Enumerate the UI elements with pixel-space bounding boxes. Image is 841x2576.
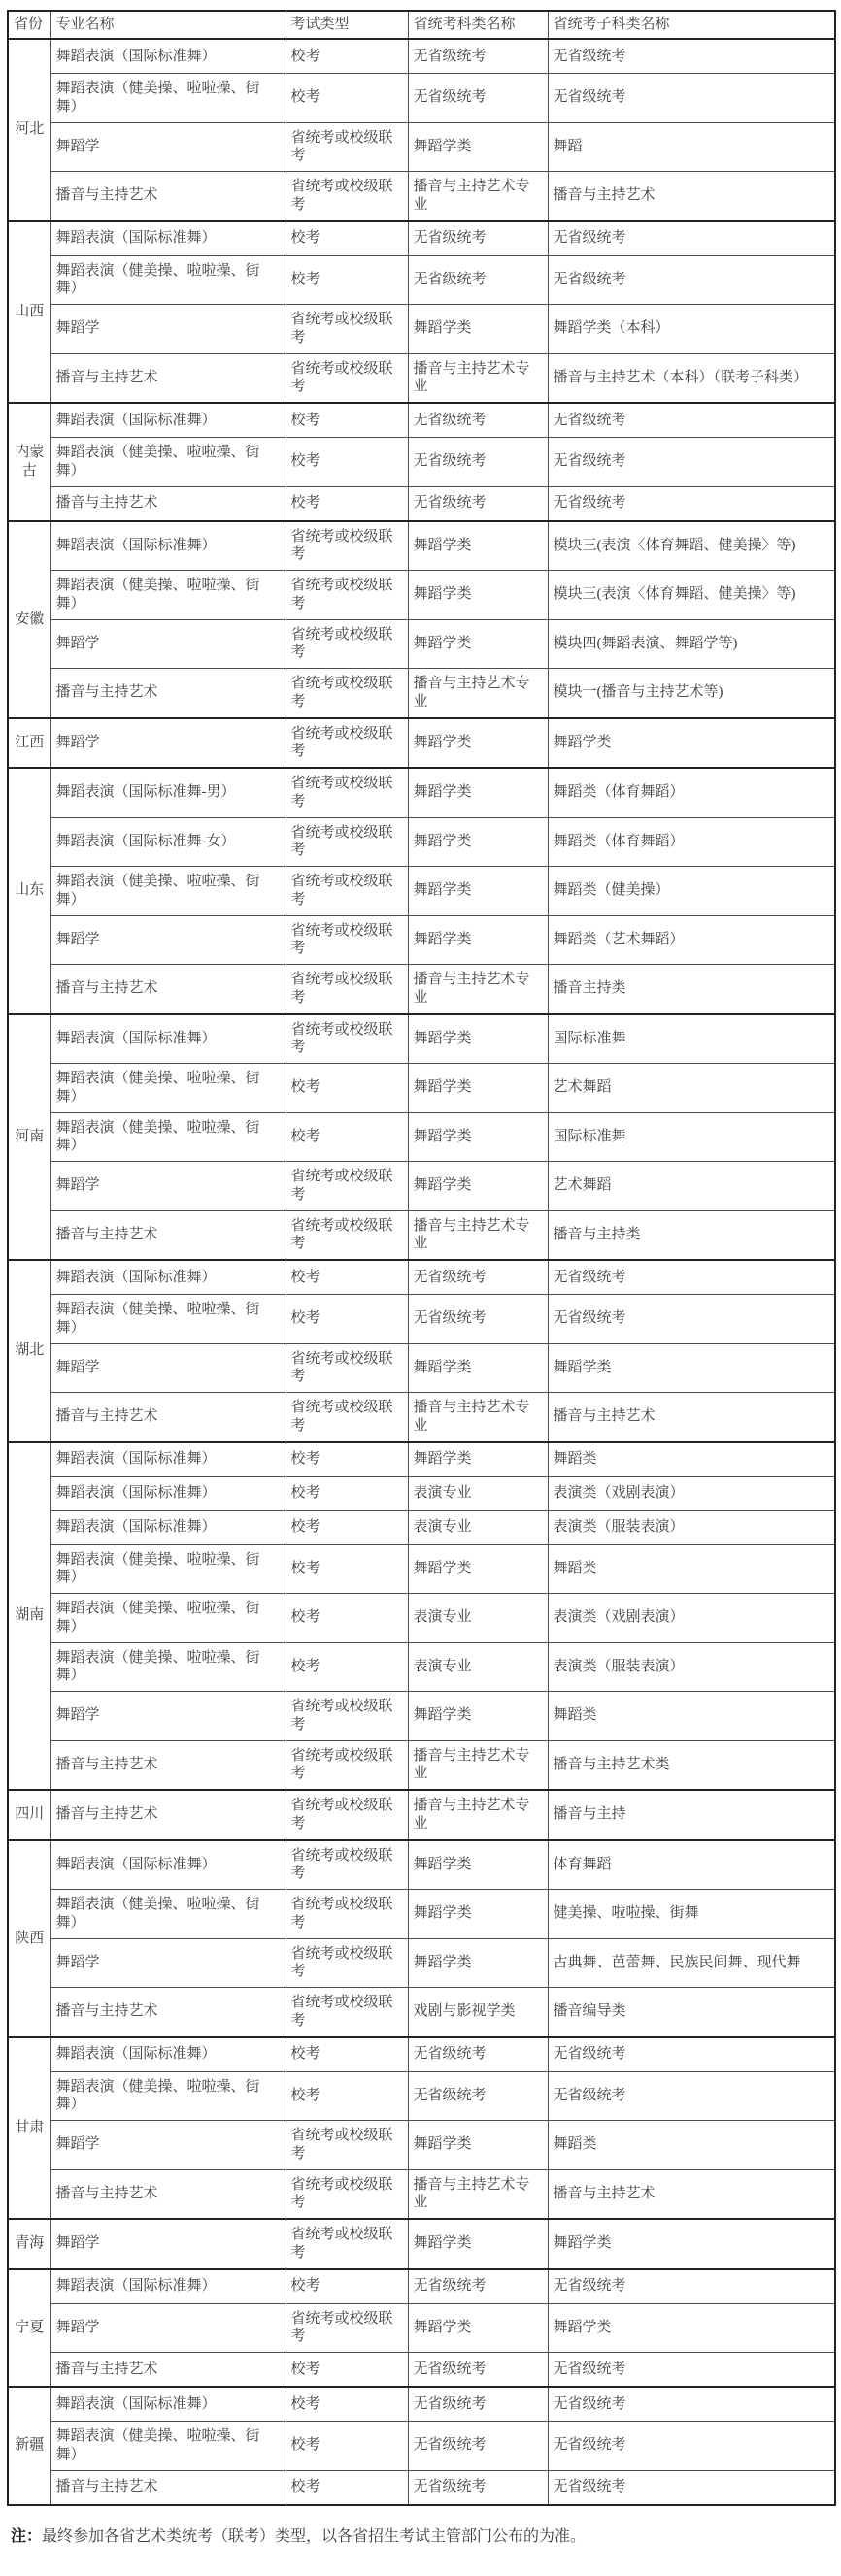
subcategory-cell: 舞蹈类	[548, 1544, 835, 1594]
exam-type-cell: 省统考或校级联考	[286, 1840, 408, 1890]
subcategory-cell: 舞蹈学类	[548, 2219, 835, 2269]
table-row	[8, 1442, 835, 1477]
table-row	[8, 2219, 835, 2269]
exam-type-cell: 省统考或校级联考	[286, 915, 408, 965]
exam-type-cell: 校考	[286, 1594, 408, 1643]
subcategory-cell: 播音编导类	[548, 1988, 835, 2037]
table-row	[8, 1162, 835, 1211]
exam-type-cell: 省统考或校级联考	[286, 122, 408, 172]
subcategory-cell: 无省级统考	[548, 1260, 835, 1295]
category-cell: 播音与主持艺术专业	[408, 2169, 548, 2219]
subcategory-cell: 舞蹈学类	[548, 718, 835, 769]
subcategory-cell: 播音与主持类	[548, 1210, 835, 1260]
table-row	[8, 571, 835, 620]
category-cell: 无省级统考	[408, 486, 548, 521]
exam-type-cell: 省统考或校级联考	[286, 571, 408, 620]
exam-type-cell: 省统考或校级联考	[286, 2219, 408, 2269]
subcategory-cell: 无省级统考	[548, 39, 835, 74]
category-cell: 舞蹈学类	[408, 122, 548, 172]
table-row	[8, 1064, 835, 1113]
province-cell: 山东	[8, 768, 50, 1014]
category-cell: 舞蹈学类	[408, 867, 548, 916]
category-cell: 舞蹈学类	[408, 1162, 548, 1211]
table-row	[8, 2422, 835, 2471]
major-cell: 舞蹈表演（国际标准舞-男）	[50, 768, 286, 817]
table-row	[8, 1476, 835, 1510]
subcategory-cell: 国际标准舞	[548, 1112, 835, 1162]
province-cell: 陕西	[8, 1840, 50, 2037]
exam-type-cell: 校考	[286, 403, 408, 438]
category-cell: 舞蹈学类	[408, 2303, 548, 2353]
column-header-subcategory: 省统考子科类名称	[548, 11, 835, 39]
footnote-text: 最终参加各省艺术类统考（联考）类型，以各省招生考试主管部门公布的为准。	[42, 2527, 587, 2545]
major-cell: 舞蹈学	[50, 122, 286, 172]
category-cell: 无省级统考	[408, 2422, 548, 2471]
subcategory-cell: 播音与主持艺术	[548, 172, 835, 221]
column-header-province: 省份	[8, 11, 50, 39]
major-cell: 舞蹈表演（国际标准舞）	[50, 1840, 286, 1890]
major-cell: 舞蹈表演（国际标准舞）	[50, 403, 286, 438]
major-cell: 播音与主持艺术	[50, 965, 286, 1014]
table-row	[8, 39, 835, 74]
major-cell: 播音与主持艺术	[50, 1740, 286, 1790]
major-cell: 舞蹈学	[50, 2219, 286, 2269]
category-cell: 舞蹈学类	[408, 1692, 548, 1741]
major-cell: 播音与主持艺术	[50, 2353, 286, 2388]
major-cell: 舞蹈学	[50, 718, 286, 769]
category-cell: 播音与主持艺术专业	[408, 1393, 548, 1442]
major-cell: 舞蹈表演（健美操、啦啦操、街舞）	[50, 571, 286, 620]
footnote-label: 注：	[11, 2527, 43, 2545]
category-cell: 舞蹈学类	[408, 1938, 548, 1988]
exam-type-cell: 校考	[286, 39, 408, 74]
exam-type-cell: 省统考或校级联考	[286, 768, 408, 817]
category-cell: 无省级统考	[408, 2037, 548, 2072]
category-cell: 舞蹈学类	[408, 305, 548, 354]
exam-type-cell: 校考	[286, 1295, 408, 1344]
subcategory-cell: 舞蹈	[548, 122, 835, 172]
major-cell: 舞蹈表演（健美操、啦啦操、街舞）	[50, 1295, 286, 1344]
major-cell: 舞蹈学	[50, 619, 286, 669]
table-row	[8, 2071, 835, 2121]
table-row	[8, 2169, 835, 2219]
exam-type-cell: 省统考或校级联考	[286, 2303, 408, 2353]
table-row	[8, 221, 835, 256]
province-cell: 宁夏	[8, 2269, 50, 2388]
exam-type-cell: 省统考或校级联考	[286, 1692, 408, 1741]
subcategory-cell: 无省级统考	[548, 2470, 835, 2505]
table-row	[8, 1295, 835, 1344]
major-cell: 舞蹈表演（健美操、啦啦操、街舞）	[50, 1594, 286, 1643]
category-cell: 无省级统考	[408, 2269, 548, 2304]
province-cell: 甘肃	[8, 2037, 50, 2220]
subcategory-cell: 舞蹈学类	[548, 2303, 835, 2353]
table-row	[8, 255, 835, 305]
subcategory-cell: 舞蹈学类（本科）	[548, 305, 835, 354]
exam-type-cell: 省统考或校级联考	[286, 965, 408, 1014]
subcategory-cell: 国际标准舞	[548, 1014, 835, 1064]
subcategory-cell: 舞蹈类（体育舞蹈）	[548, 768, 835, 817]
header-row	[8, 11, 835, 39]
major-cell: 舞蹈表演（国际标准舞）	[50, 2037, 286, 2072]
major-cell: 舞蹈表演（国际标准舞）	[50, 1442, 286, 1477]
major-cell: 播音与主持艺术	[50, 1790, 286, 1840]
subcategory-cell: 艺术舞蹈	[548, 1162, 835, 1211]
table-row	[8, 2387, 835, 2422]
major-cell: 播音与主持艺术	[50, 2169, 286, 2219]
table-row	[8, 1594, 835, 1643]
exam-type-cell: 省统考或校级联考	[286, 1790, 408, 1840]
exam-type-cell: 校考	[286, 221, 408, 256]
exam-type-cell: 校考	[286, 2387, 408, 2422]
exam-type-cell: 省统考或校级联考	[286, 1938, 408, 1988]
exam-type-cell: 校考	[286, 2422, 408, 2471]
major-cell: 舞蹈学	[50, 1162, 286, 1211]
major-cell: 舞蹈学	[50, 1938, 286, 1988]
category-cell: 舞蹈学类	[408, 1890, 548, 1939]
major-cell: 舞蹈学	[50, 1692, 286, 1741]
major-cell: 舞蹈表演（健美操、啦啦操、街舞）	[50, 867, 286, 916]
exam-type-cell: 校考	[286, 1510, 408, 1544]
category-cell: 无省级统考	[408, 2353, 548, 2388]
category-cell: 舞蹈学类	[408, 768, 548, 817]
exam-type-cell: 省统考或校级联考	[286, 2169, 408, 2219]
subcategory-cell: 无省级统考	[548, 1295, 835, 1344]
category-cell: 无省级统考	[408, 74, 548, 123]
subcategory-cell: 健美操、啦啦操、街舞	[548, 1890, 835, 1939]
table-row	[8, 817, 835, 867]
table-row	[8, 1343, 835, 1393]
category-cell: 表演专业	[408, 1642, 548, 1692]
category-cell: 舞蹈学类	[408, 1064, 548, 1113]
column-header-major: 专业名称	[50, 11, 286, 39]
subcategory-cell: 模块三(表演〈体育舞蹈、健美操〉等)	[548, 521, 835, 571]
subcategory-cell: 播音与主持艺术	[548, 1393, 835, 1442]
subcategory-cell: 无省级统考	[548, 403, 835, 438]
category-cell: 舞蹈学类	[408, 915, 548, 965]
subcategory-cell: 古典舞、芭蕾舞、民族民间舞、现代舞	[548, 1938, 835, 1988]
category-cell: 表演专业	[408, 1510, 548, 1544]
table-row	[8, 1112, 835, 1162]
major-cell: 舞蹈表演（健美操、啦啦操、街舞）	[50, 1642, 286, 1692]
category-cell: 播音与主持艺术专业	[408, 965, 548, 1014]
province-cell: 新疆	[8, 2387, 50, 2505]
category-cell: 无省级统考	[408, 39, 548, 74]
subcategory-cell: 模块四(舞蹈表演、舞蹈学等)	[548, 619, 835, 669]
footnote	[7, 2527, 834, 2548]
subcategory-cell: 舞蹈类	[548, 1442, 835, 1477]
exam-type-cell: 省统考或校级联考	[286, 718, 408, 769]
province-cell: 江西	[8, 718, 50, 769]
subcategory-cell: 体育舞蹈	[548, 1840, 835, 1890]
subcategory-cell: 播音与主持艺术	[548, 2169, 835, 2219]
exam-type-cell: 校考	[286, 2037, 408, 2072]
category-cell: 舞蹈学类	[408, 1442, 548, 1477]
subcategory-cell: 无省级统考	[548, 438, 835, 487]
table-row	[8, 1544, 835, 1594]
subcategory-cell: 表演类（戏剧表演）	[548, 1594, 835, 1643]
subcategory-cell: 播音与主持	[548, 1790, 835, 1840]
exam-type-cell: 校考	[286, 255, 408, 305]
table-row	[8, 1014, 835, 1064]
table-row	[8, 2269, 835, 2304]
exam-type-cell: 校考	[286, 1544, 408, 1594]
exam-type-cell: 省统考或校级联考	[286, 669, 408, 718]
exam-type-cell: 校考	[286, 438, 408, 487]
exam-type-cell: 省统考或校级联考	[286, 2121, 408, 2170]
table-row	[8, 2303, 835, 2353]
table-row	[8, 965, 835, 1014]
category-cell: 播音与主持艺术专业	[408, 1740, 548, 1790]
exam-type-cell: 省统考或校级联考	[286, 521, 408, 571]
table-row	[8, 1890, 835, 1939]
category-cell: 无省级统考	[408, 403, 548, 438]
major-cell: 播音与主持艺术	[50, 669, 286, 718]
exam-type-cell: 校考	[286, 1442, 408, 1477]
major-cell: 舞蹈学	[50, 305, 286, 354]
exam-type-cell: 省统考或校级联考	[286, 867, 408, 916]
subcategory-cell: 舞蹈类	[548, 1692, 835, 1741]
table-row	[8, 2037, 835, 2072]
exam-type-cell: 校考	[286, 2353, 408, 2388]
table-row	[8, 619, 835, 669]
subcategory-cell: 舞蹈类（体育舞蹈）	[548, 817, 835, 867]
table-row	[8, 1393, 835, 1442]
category-cell: 舞蹈学类	[408, 619, 548, 669]
category-cell: 戏剧与影视学类	[408, 1988, 548, 2037]
province-cell: 湖北	[8, 1260, 50, 1442]
category-cell: 舞蹈学类	[408, 571, 548, 620]
subcategory-cell: 表演类（服装表演）	[548, 1642, 835, 1692]
table-row	[8, 122, 835, 172]
table-row	[8, 353, 835, 403]
major-cell: 舞蹈表演（健美操、啦啦操、街舞）	[50, 74, 286, 123]
subcategory-cell: 播音主持类	[548, 965, 835, 1014]
subcategory-cell: 模块一(播音与主持艺术等)	[548, 669, 835, 718]
exam-type-cell: 校考	[286, 486, 408, 521]
major-cell: 播音与主持艺术	[50, 353, 286, 403]
major-cell: 舞蹈学	[50, 2121, 286, 2170]
province-cell: 内蒙古	[8, 403, 50, 521]
table-row	[8, 867, 835, 916]
table-row	[8, 172, 835, 221]
subcategory-cell: 舞蹈类（艺术舞蹈）	[548, 915, 835, 965]
exam-type-cell: 省统考或校级联考	[286, 1988, 408, 2037]
table-row	[8, 1740, 835, 1790]
table-row	[8, 1510, 835, 1544]
major-cell: 舞蹈学	[50, 1343, 286, 1393]
major-cell: 舞蹈表演（国际标准舞）	[50, 2387, 286, 2422]
table-row	[8, 1260, 835, 1295]
category-cell: 无省级统考	[408, 1260, 548, 1295]
subcategory-cell: 播音与主持艺术类	[548, 1740, 835, 1790]
exam-type-cell: 校考	[286, 1064, 408, 1113]
exam-type-cell: 省统考或校级联考	[286, 1162, 408, 1211]
table-row	[8, 1938, 835, 1988]
subcategory-cell: 艺术舞蹈	[548, 1064, 835, 1113]
subcategory-cell: 舞蹈学类	[548, 1343, 835, 1393]
category-cell: 无省级统考	[408, 2470, 548, 2505]
category-cell: 播音与主持艺术专业	[408, 1790, 548, 1840]
major-cell: 舞蹈表演（国际标准舞）	[50, 1260, 286, 1295]
major-cell: 舞蹈表演（健美操、啦啦操、街舞）	[50, 255, 286, 305]
table-row	[8, 1840, 835, 1890]
subcategory-cell: 无省级统考	[548, 74, 835, 123]
province-cell: 河南	[8, 1014, 50, 1261]
major-cell: 舞蹈表演（健美操、啦啦操、街舞）	[50, 1064, 286, 1113]
province-cell: 湖南	[8, 1442, 50, 1791]
category-cell: 舞蹈学类	[408, 817, 548, 867]
table-row	[8, 1790, 835, 1840]
exam-type-cell: 校考	[286, 1260, 408, 1295]
category-cell: 播音与主持艺术专业	[408, 1210, 548, 1260]
subcategory-cell: 无省级统考	[548, 2422, 835, 2471]
subcategory-cell: 无省级统考	[548, 2353, 835, 2388]
table-row	[8, 2121, 835, 2170]
province-cell: 河北	[8, 39, 50, 221]
province-cell: 四川	[8, 1790, 50, 1840]
exam-type-cell: 校考	[286, 2269, 408, 2304]
category-cell: 舞蹈学类	[408, 1343, 548, 1393]
exam-type-cell: 省统考或校级联考	[286, 1393, 408, 1442]
major-cell: 舞蹈表演（国际标准舞）	[50, 221, 286, 256]
subcategory-cell: 无省级统考	[548, 255, 835, 305]
subcategory-cell: 播音与主持艺术（本科）（联考子科类）	[548, 353, 835, 403]
subcategory-cell: 无省级统考	[548, 2037, 835, 2072]
subcategory-cell: 表演类（服装表演）	[548, 1510, 835, 1544]
major-cell: 播音与主持艺术	[50, 1988, 286, 2037]
category-cell: 舞蹈学类	[408, 521, 548, 571]
category-cell: 无省级统考	[408, 438, 548, 487]
exam-type-cell: 省统考或校级联考	[286, 305, 408, 354]
subcategory-cell: 无省级统考	[548, 221, 835, 256]
exam-type-cell: 校考	[286, 1476, 408, 1510]
exam-type-cell: 校考	[286, 2470, 408, 2505]
table-row	[8, 438, 835, 487]
major-cell: 播音与主持艺术	[50, 486, 286, 521]
major-cell: 舞蹈表演（健美操、啦啦操、街舞）	[50, 1544, 286, 1594]
category-cell: 舞蹈学类	[408, 1112, 548, 1162]
major-cell: 舞蹈表演（国际标准舞）	[50, 1510, 286, 1544]
table-row	[8, 305, 835, 354]
province-cell: 青海	[8, 2219, 50, 2269]
table-row	[8, 1210, 835, 1260]
category-cell: 播音与主持艺术专业	[408, 172, 548, 221]
province-cell: 山西	[8, 221, 50, 404]
category-cell: 播音与主持艺术专业	[408, 669, 548, 718]
column-header-exam-type: 考试类型	[286, 11, 408, 39]
table-row	[8, 718, 835, 769]
subcategory-cell: 表演类（戏剧表演）	[548, 1476, 835, 1510]
major-cell: 播音与主持艺术	[50, 1393, 286, 1442]
subcategory-cell: 舞蹈类（健美操）	[548, 867, 835, 916]
exam-type-cell: 校考	[286, 1642, 408, 1692]
category-cell: 舞蹈学类	[408, 2219, 548, 2269]
subcategory-cell: 无省级统考	[548, 486, 835, 521]
category-cell: 表演专业	[408, 1476, 548, 1510]
major-cell: 舞蹈学	[50, 2303, 286, 2353]
major-cell: 播音与主持艺术	[50, 2470, 286, 2505]
major-cell: 舞蹈表演（国际标准舞）	[50, 1476, 286, 1510]
category-cell: 无省级统考	[408, 2071, 548, 2121]
exam-type-cell: 省统考或校级联考	[286, 817, 408, 867]
major-cell: 舞蹈表演（国际标准舞）	[50, 39, 286, 74]
category-cell: 无省级统考	[408, 255, 548, 305]
exam-type-cell: 校考	[286, 2071, 408, 2121]
province-cell: 安徽	[8, 521, 50, 718]
major-cell: 舞蹈表演（国际标准舞）	[50, 521, 286, 571]
exam-table-body	[8, 39, 835, 2505]
exam-type-cell: 校考	[286, 1112, 408, 1162]
category-cell: 无省级统考	[408, 221, 548, 256]
exam-type-cell: 省统考或校级联考	[286, 619, 408, 669]
major-cell: 舞蹈表演（健美操、啦啦操、街舞）	[50, 1890, 286, 1939]
exam-type-cell: 省统考或校级联考	[286, 1210, 408, 1260]
table-row	[8, 74, 835, 123]
table-row	[8, 1642, 835, 1692]
subcategory-cell: 舞蹈类	[548, 2121, 835, 2170]
subcategory-cell: 无省级统考	[548, 2387, 835, 2422]
exam-type-cell: 省统考或校级联考	[286, 172, 408, 221]
major-cell: 舞蹈表演（国际标准舞）	[50, 2269, 286, 2304]
category-cell: 无省级统考	[408, 2387, 548, 2422]
table-row	[8, 1988, 835, 2037]
table-row	[8, 403, 835, 438]
exam-type-cell: 省统考或校级联考	[286, 1343, 408, 1393]
table-row	[8, 2470, 835, 2505]
table-row	[8, 1692, 835, 1741]
column-header-category: 省统考科类名称	[408, 11, 548, 39]
major-cell: 播音与主持艺术	[50, 172, 286, 221]
subcategory-cell: 无省级统考	[548, 2269, 835, 2304]
category-cell: 表演专业	[408, 1594, 548, 1643]
exam-type-cell: 省统考或校级联考	[286, 1890, 408, 1939]
subcategory-cell: 无省级统考	[548, 2071, 835, 2121]
category-cell: 舞蹈学类	[408, 1014, 548, 1064]
category-cell: 舞蹈学类	[408, 2121, 548, 2170]
category-cell: 舞蹈学类	[408, 1840, 548, 1890]
major-cell: 舞蹈表演（健美操、啦啦操、街舞）	[50, 1112, 286, 1162]
category-cell: 播音与主持艺术专业	[408, 353, 548, 403]
exam-type-cell: 省统考或校级联考	[286, 1740, 408, 1790]
table-row	[8, 2353, 835, 2388]
exam-type-cell: 校考	[286, 74, 408, 123]
category-cell: 舞蹈学类	[408, 1544, 548, 1594]
major-cell: 舞蹈表演（健美操、啦啦操、街舞）	[50, 438, 286, 487]
table-row	[8, 669, 835, 718]
subcategory-cell: 模块三(表演〈体育舞蹈、健美操〉等)	[548, 571, 835, 620]
exam-type-cell: 省统考或校级联考	[286, 353, 408, 403]
table-row	[8, 915, 835, 965]
table-row	[8, 768, 835, 817]
major-cell: 舞蹈学	[50, 915, 286, 965]
exam-type-cell: 省统考或校级联考	[286, 1014, 408, 1064]
exam-table	[7, 10, 836, 2506]
major-cell: 播音与主持艺术	[50, 1210, 286, 1260]
major-cell: 舞蹈表演（健美操、啦啦操、街舞）	[50, 2071, 286, 2121]
table-row	[8, 486, 835, 521]
category-cell: 舞蹈学类	[408, 718, 548, 769]
category-cell: 无省级统考	[408, 1295, 548, 1344]
major-cell: 舞蹈表演（健美操、啦啦操、街舞）	[50, 2422, 286, 2471]
table-row	[8, 521, 835, 571]
major-cell: 舞蹈表演（国际标准舞）	[50, 1014, 286, 1064]
major-cell: 舞蹈表演（国际标准舞-女）	[50, 817, 286, 867]
